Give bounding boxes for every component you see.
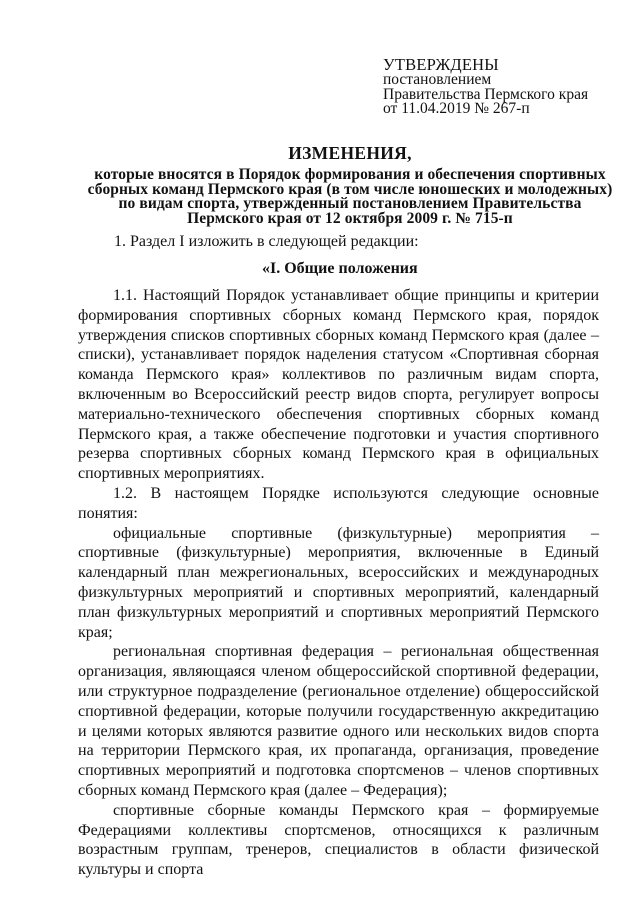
approval-stamp xyxy=(383,56,623,117)
paragraph-definition-teams: спортивные сборные команды Пермского края – формируемые Федерациями коллективы спортсменов, относящихся к различным возрастным группам, тренеров, специалистов в области физической культуры и спорта xyxy=(78,801,599,879)
approval-line-1: постановлением xyxy=(383,71,492,88)
paragraph-definition-federation: региональная спортивная федерация – региональная общественная организация, являющаяся членом общероссийской спортивной федерации, или структурное подразделение (региональное отделение) общероссийской спортивной федерации, которые получили государственную аккредитацию и целями которых являются развитие одного или нескольких видов спорта на территории Пермского края, их пропаганда, организация, проведение спортивных мероприятий и подготовка спортсменов – членов спортивных сборных команд Пермского края (далее – Федерация); xyxy=(78,643,599,799)
paragraph-definition-events: официальные спортивные (физкультурные) мероприятия – спортивные (физкультурные) мероприятия, включенные в Единый календарный план межрегиональных, всероссийских и международных физкультурных мероприятий и спортивных мероприятий, календарный план физкультурных мероприятий и спортивных мероприятий Пермского края; xyxy=(78,524,599,641)
section-intro: 1. Раздел I изложить в следующей редакции: xyxy=(114,233,419,250)
document-title: ИЗМЕНЕНИЯ, xyxy=(288,143,412,163)
section-heading: «I. Общие положения xyxy=(262,260,418,277)
document-title-block xyxy=(60,142,640,226)
body-text xyxy=(78,286,599,880)
paragraph-1-2: 1.2. В настоящем Порядке используются следующие основные понятия: xyxy=(78,484,599,522)
paragraph-1-1: 1.1. Настоящий Порядок устанавливает общие принципы и критерии формирования спортивных сборных команд Пермского края, порядок утверждения списков спортивных сборных команд Пермского края (далее – списки), устанавливает порядок наделения статусом «Спортивная сборная команда Пермского края» коллективов по различным видам спорта, включенным во Всероссийский реестр видов спорта, регулирует вопросы материально-технического обеспечения спортивных сборных команд Пермского края, а также обеспечение подготовки и участия спортивного резерва спортивных сборных команд Пермского края в официальных спортивных мероприятиях. xyxy=(78,287,599,483)
document-subtitle: которые вносятся в Порядок формирования и обеспечения спортивных сборных команд Пермского края (в том числе юношеских и молодежных) по видам спорта, утвержденный постановлением Правительства Пермского края от 12 октября 2009 г. № 715-п xyxy=(87,166,613,227)
approval-heading: УТВЕРЖДЕНЫ xyxy=(383,55,499,74)
approval-line-2: Правительства Пермского края xyxy=(383,85,589,103)
approval-line-3: от 11.04.2019 № 267-п xyxy=(383,100,530,117)
